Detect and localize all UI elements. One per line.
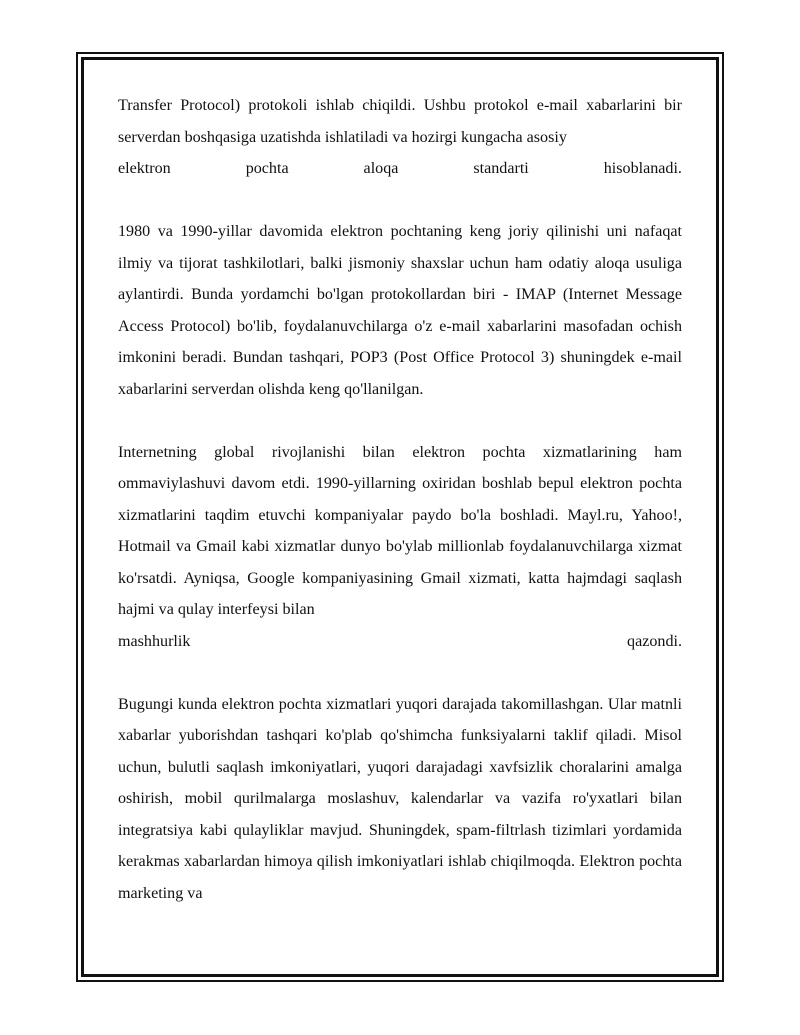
document-body	[118, 90, 682, 909]
word: hisoblanadi.	[603, 160, 682, 177]
paragraph-text: Transfer Protocol) protokoli ishlab chiqildi. Ushbu protokol e-mail xabarlarini bir serverdan boshqasiga uzatishda ishlatiladi va hozirgi kungacha asosiy	[118, 97, 682, 146]
paragraph-text: Internetning global rivojlanishi bilan elektron pochta xizmatlarining ham ommaviylashuvi davom etdi. 1990-yillarning oxiridan boshlab bepul elektron pochta xizmatlarini taqdim etuvchi kompaniyalar paydo bo'la boshladi. Mayl.ru, Yahoo!, Hotmail va Gmail kabi xizmatlar dunyo bo'ylab millionlab foydalanuvchilarga xizmat ko'rsatdi. Ayniqsa, Google kompaniyasining Gmail xizmati, katta hajmdagi saqlash hajmi va qulay interfeysi bilan	[118, 443, 682, 618]
word: standarti	[473, 160, 529, 177]
word: qazondi.	[627, 632, 682, 650]
paragraph-text: 1980 va 1990-yillar davomida elektron pochtaning keng joriy qilinishi uni nafaqat ilmiy va tijorat tashkilotlari, balki jismoniy shaxslar uchun ham odatiy aloqa usuliga aylantirdi. Bunda yordamchi bo'lgan protokollardan biri - IMAP (Internet Message Access Protocol) bo'lib, foydalanuvchilarga o'z e-mail xabarlarini masofadan ochish imkonini beradi. Bundan tashqari, POP3 (Post Office Protocol 3) shuningdek e-mail xabarlarini serverdan olishda keng qo'llanilgan.	[118, 223, 682, 398]
paragraph-smtp	[118, 90, 682, 185]
paragraph-last-line	[118, 626, 682, 658]
paragraph-last-line	[118, 153, 682, 185]
word: mashhurlik	[118, 632, 191, 650]
paragraph-spacer	[118, 657, 682, 689]
paragraph-spacer	[118, 405, 682, 437]
paragraph-spacer	[118, 185, 682, 217]
paragraph-modern	[118, 689, 682, 910]
paragraph-text: Bugungi kunda elektron pochta xizmatlari yuqori darajada takomillashgan. Ular matnli xabarlar yuborishdan tashqari ko'plab qo'shimcha funksiyalarni taklif qiladi. Misol uchun, bulutli saqlash imkoniyatlari, yuqori darajadagi xavfsizlik choralarini amalga oshirish, mobil qurilmalarga moslashuv, kalendarlar va vazifa ro'yxatlari bilan integratsiya kabi qulayliklar mavjud. Shuningdek, spam-filtrlash tizimlari yordamida kerakmas xabarlardan himoya qilish imkoniyatlari ishlab chiqilmoqda. Elektron pochta marketing va	[118, 695, 682, 902]
word: aloqa	[363, 160, 399, 177]
word: pochta	[245, 160, 289, 177]
word: elektron	[118, 160, 171, 177]
paragraph-imap	[118, 216, 682, 405]
paragraph-internet	[118, 437, 682, 658]
